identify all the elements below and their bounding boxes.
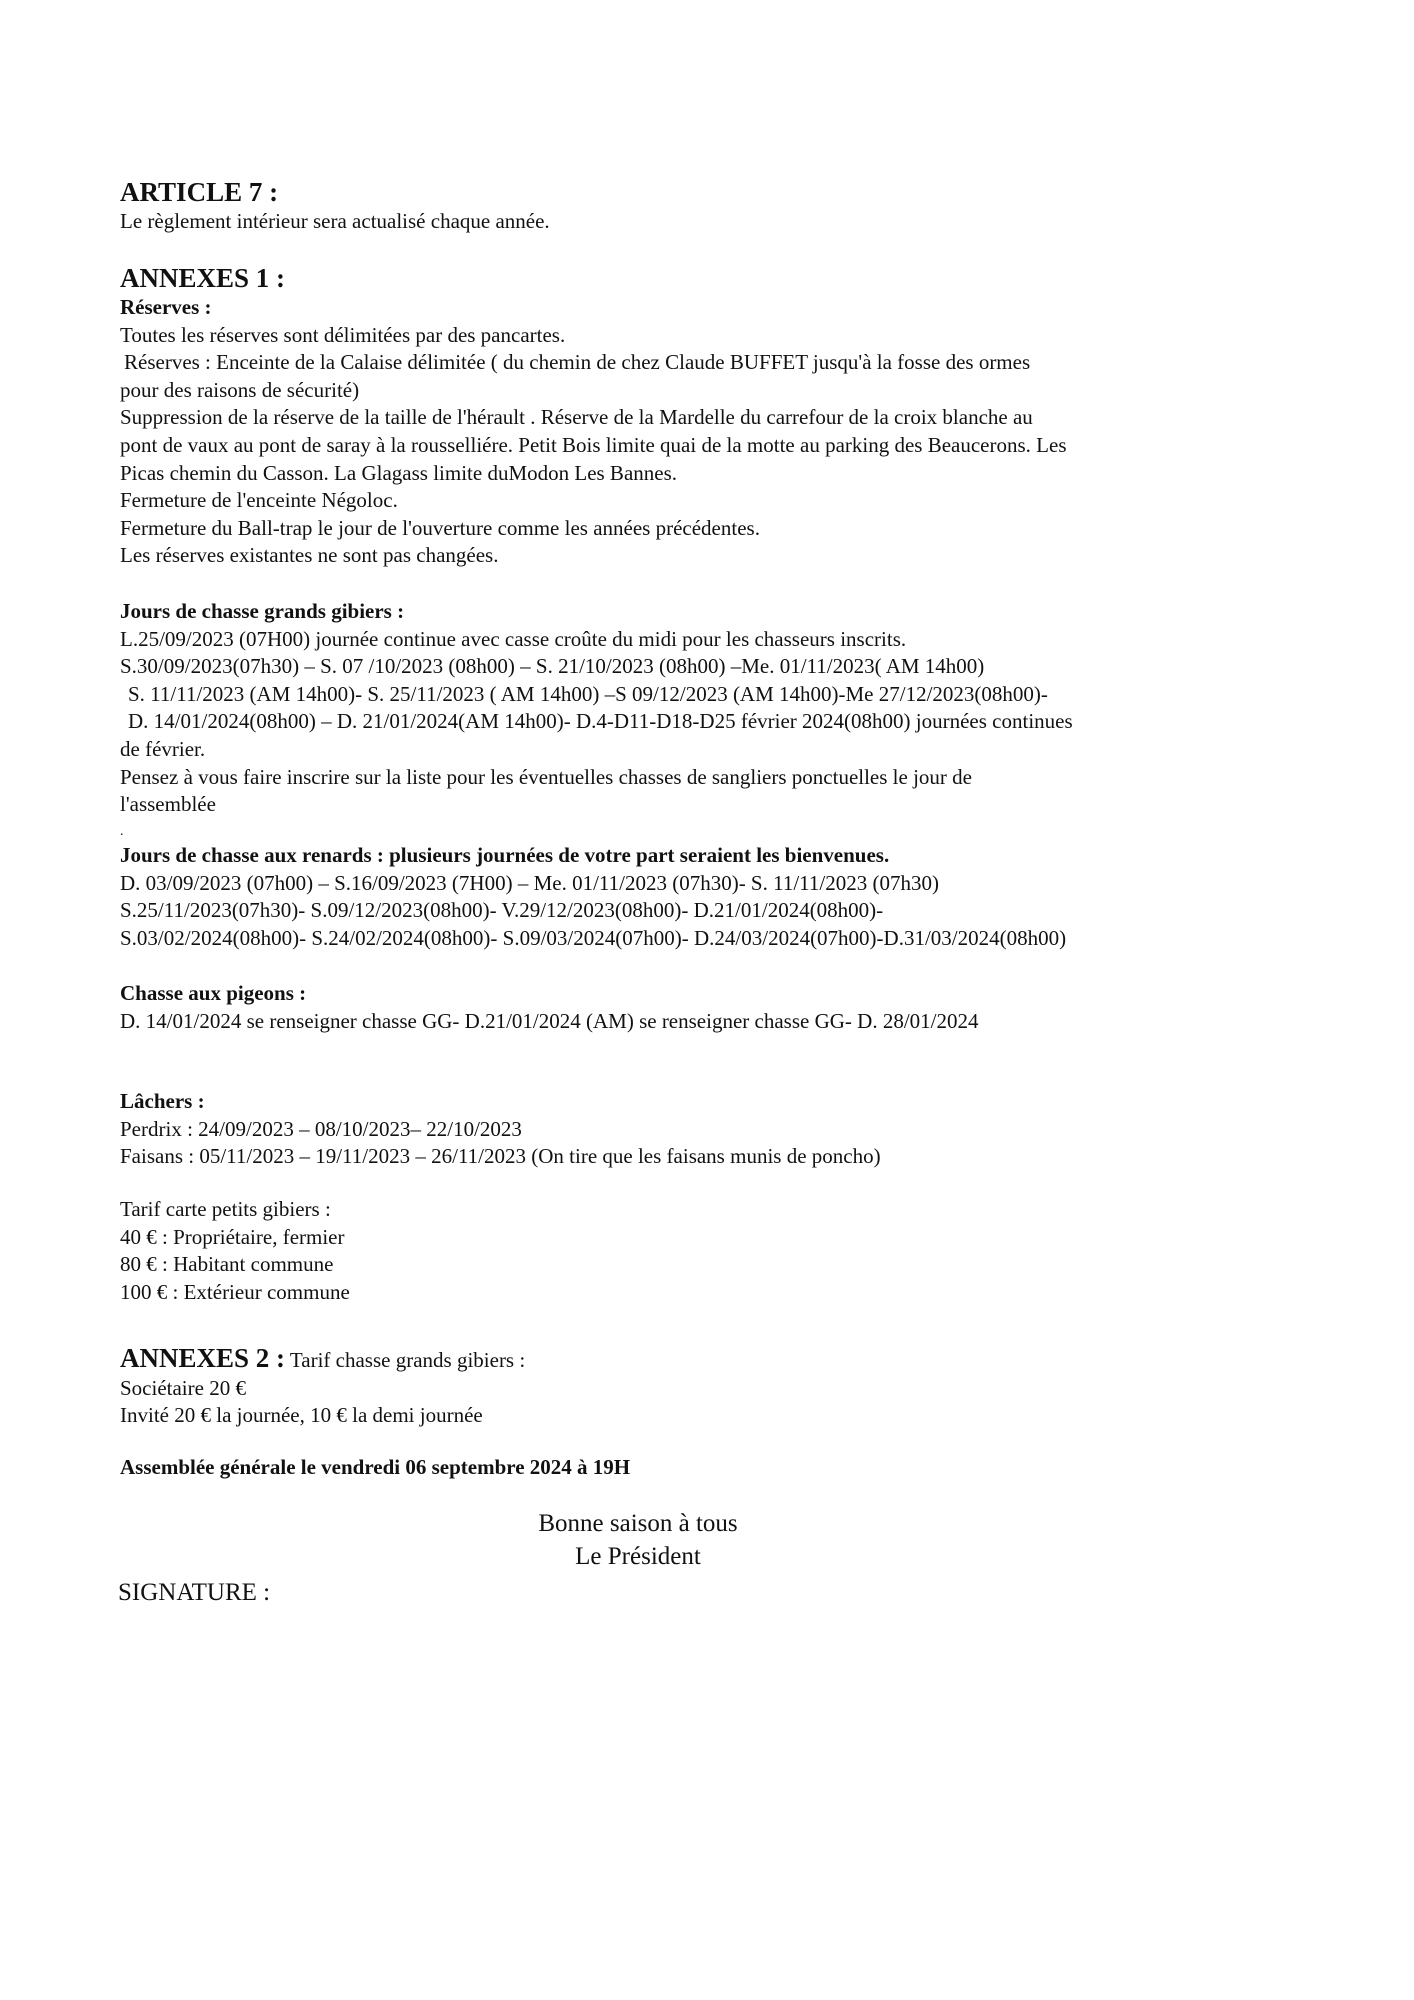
assemblee-section (120, 1454, 1330, 1482)
pigeons-section (120, 980, 1330, 1035)
annexe-2-subtitle: Tarif chasse grands gibiers : (285, 1348, 526, 1372)
reserves-line: Fermeture du Ball-trap le jour de l'ouverture comme les années précédentes. (120, 515, 760, 540)
reserves-line: pont de vaux au pont de saray à la rousselliére. Petit Bois limite quai de la motte au parking des Beaucerons. Les (120, 432, 1067, 457)
closing-president: Le Président (575, 1543, 701, 1570)
pigeons-line: D. 14/01/2024 se renseigner chasse GG- D.21/01/2024 (AM) se renseigner chasse GG- D. 28/01/2024 (120, 1008, 979, 1033)
lachers-section (120, 1088, 1330, 1171)
grands-gibiers-heading: Jours de chasse grands gibiers : (120, 599, 405, 623)
closing-greeting: Bonne saison à tous (538, 1510, 738, 1537)
reserves-line: Picas chemin du Casson. La Glagass limite duModon Les Bannes. (120, 460, 678, 485)
lachers-heading: Lâchers : (120, 1089, 205, 1113)
tarif-line: 40 € : Propriétaire, fermier (120, 1224, 345, 1249)
reserves-heading: Réserves : (120, 295, 212, 319)
tarif-line: 100 € : Extérieur commune (120, 1279, 350, 1304)
renards-section (120, 842, 1330, 952)
grands-gibiers-line: L.25/09/2023 (07H00) journée continue avec casse croûte du midi pour les chasseurs inscrits. (120, 626, 907, 651)
pigeons-heading: Chasse aux pigeons : (120, 981, 307, 1005)
annexe-2-section (120, 1342, 1330, 1430)
grands-gibiers-line: S. 11/11/2023 (AM 14h00)- S. 25/11/2023 ( AM 14h00) –S 09/12/2023 (AM 14h00)-Me 27/12/2023(08h00)- (128, 681, 1048, 706)
renards-line: D. 03/09/2023 (07h00) – S.16/09/2023 (7H00) – Me. 01/11/2023 (07h30)- S. 11/11/2023 (07h30) (120, 870, 939, 895)
tarif-line: 80 € : Habitant commune (120, 1252, 334, 1277)
article-7-text: Le règlement intérieur sera actualisé chaque année. (120, 209, 550, 233)
annexe-2-line: Sociétaire 20 € (120, 1375, 246, 1400)
reserves-line: pour des raisons de sécurité) (120, 377, 360, 402)
annexe-1-title: ANNEXES 1 : (120, 263, 286, 293)
assemblee-notice: Assemblée générale le vendredi 06 septembre 2024 à 19H (120, 1455, 631, 1479)
article-7-section (120, 176, 1330, 236)
signature-label: SIGNATURE : (118, 1579, 271, 1606)
reserves-line: Fermeture de l'enceinte Négoloc. (120, 488, 398, 513)
lachers-line: Perdrix : 24/09/2023 – 08/10/2023– 22/10/2023 (120, 1116, 522, 1141)
annexe-2-line: Invité 20 € la journée, 10 € la demi journée (120, 1403, 483, 1428)
annexe-1-section (120, 262, 1330, 570)
grands-gibiers-line: S.30/09/2023(07h30) – S. 07 /10/2023 (08h00) – S. 21/10/2023 (08h00) –Me. 01/11/2023( AM 14h00) (120, 654, 985, 679)
grands-gibiers-line: D. 14/01/2024(08h00) – D. 21/01/2024(AM 14h00)- D.4-D11-D18-D25 février 2024(08h00) journées continues (128, 709, 1073, 734)
lachers-line: Faisans : 05/11/2023 – 19/11/2023 – 26/11/2023 (On tire que les faisans munis de poncho) (120, 1144, 881, 1169)
grands-gibiers-section (120, 598, 1330, 839)
reserves-line: Toutes les réserves sont délimitées par des pancartes. (120, 322, 566, 347)
article-7-title: ARTICLE 7 : (120, 177, 279, 207)
tarif-petits-gibiers-section (120, 1196, 1330, 1306)
annexe-2-title: ANNEXES 2 : (120, 1343, 286, 1373)
renards-line: S.03/02/2024(08h00)- S.24/02/2024(08h00)- S.09/03/2024(07h00)- D.24/03/2024(07h00)-D.31/03/2024(08h00) (120, 925, 1067, 950)
renards-heading: Jours de chasse aux renards : plusieurs journées de votre part seraient les bienvenues. (120, 843, 890, 867)
grands-gibiers-line: Pensez à vous faire inscrire sur la liste pour les éventuelles chasses de sangliers ponctuelles le jour de (120, 764, 972, 789)
tarif-line: Tarif carte petits gibiers : (120, 1197, 331, 1221)
reserves-line: Suppression de la réserve de la taille de l'hérault . Réserve de la Mardelle du carrefour de la croix blanche au (120, 405, 1033, 430)
annexe-2-title-row (120, 1342, 1330, 1375)
grands-gibiers-line: de février. (120, 736, 206, 761)
reserves-line: Les réserves existantes ne sont pas changées. (120, 543, 499, 568)
stray-mark: . (120, 823, 124, 839)
grands-gibiers-line: l'assemblée (120, 792, 216, 817)
reserves-line: Réserves : Enceinte de la Calaise délimitée ( du chemin de chez Claude BUFFET jusqu'à la fosse des ormes (124, 350, 1031, 375)
renards-line: S.25/11/2023(07h30)- S.09/12/2023(08h00)- V.29/12/2023(08h00)- D.21/01/2024(08h00)- (120, 898, 884, 923)
